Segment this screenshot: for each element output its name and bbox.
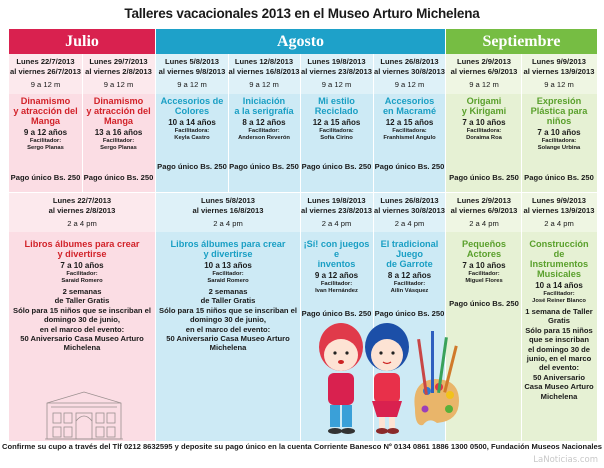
offer-detail: Michelena [540,391,578,401]
price: Pago único Bs. 250 [301,162,372,171]
offer-detail: en el marco del evento: [185,324,271,334]
dates-start: Lunes 9/9/2013 [531,196,587,205]
price: Pago único Bs. 250 [449,299,519,308]
dates-start: Lunes 26/8/2013 [380,196,439,205]
facilitator-label: Facilitadora: [466,128,502,134]
offer-detail: Casa Museo Arturo [524,382,594,392]
workshop-title: y atracción del [13,106,78,116]
workshop-title: de Garrote [386,259,433,269]
age-range: 10 a 14 años [535,281,583,290]
workshop-title: Accesorios [384,96,435,106]
facilitator-label: Facilitador: [393,281,426,287]
offer-detail: 1 semana de Taller [525,307,593,316]
age-range: 7 a 10 años [462,118,506,127]
workshop-card [446,57,522,191]
session-dates [521,196,597,229]
facilitator-label: Facilitador: [543,291,575,297]
workshop-card [373,239,446,318]
workshop-title: Plástica para [530,106,588,116]
facilitator-name: Ivan Hernández [315,288,358,294]
free-offer: de Taller Gratis [200,296,256,306]
workshop-title: El tradicional [380,239,439,249]
workshop-title: de [553,249,565,259]
free-offer: de Taller Gratis [54,296,110,306]
dates-end: al viernes 2/8/2013 [85,67,152,76]
price: Pago único Bs. 250 [83,173,154,182]
dates-start: Lunes 9/9/2013 [531,57,587,66]
offer-detail: domingo 30 de junio, [190,315,266,325]
contact-footer: Confirme su cupo a través del Tlf 0212 8632595 y deposite su pago único en la cuenta Corriente Banesco Nº 0134 0861 1886 1300 0500, Fundación Museos Nacionales [2,442,602,451]
dates-end: al viernes 26/7/2013 [10,67,81,76]
museum-building-illustration [45,389,123,441]
facilitator-label: Facilitador: [320,281,353,287]
hours: 2 a 4 pm [321,219,352,228]
dates-end: al viernes 6/9/2013 [450,67,518,76]
price: Pago único Bs. 250 [449,173,519,182]
offer-detail: Gratis [548,316,570,326]
workshop-card [300,57,373,191]
age-range: 12 a 15 años [312,118,361,127]
workshop-title: y Kirigami [461,106,507,116]
workshop-card [373,57,446,191]
free-offer: 2 semanas [62,287,102,296]
session-dates [9,196,155,229]
workshop-card [156,239,300,353]
price: Pago único Bs. 250 [10,173,81,182]
dates-end: al viernes 6/9/2013 [450,206,518,215]
hours: 9 a 12 m [321,80,352,89]
hours: 2 a 4 pm [213,219,243,228]
hours: 9 a 12 m [177,80,207,89]
facilitator-label: Facilitador: [468,271,500,277]
dates-end: al viernes 30/8/2013 [374,67,445,76]
price: Pago único Bs. 250 [157,162,227,171]
session-dates [373,196,446,229]
workshop-card [9,57,82,191]
dates-end: al viernes 13/9/2013 [523,206,595,215]
hours: 9 a 12 m [469,80,499,89]
workshop-title: Mi estilo [318,96,355,106]
dates-start: Lunes 19/8/2013 [307,196,366,205]
facilitator-name: Saraid Romero [207,278,249,284]
facilitator-name: Sofía Cirino [320,135,353,141]
dates-end: al viernes 16/8/2013 [192,206,264,215]
age-range: 7 a 10 años [462,261,506,270]
facilitator-label: Facilitadora: [319,128,354,134]
workshop-title: en Macramé [382,106,437,116]
workshop-title: Reciclado [314,106,359,116]
workshop-title: niños [546,116,572,126]
offer-detail: Sólo para 15 niños que se inscriban el [159,305,297,315]
workshop-title: ¡Sí! con juegos e [303,239,370,259]
dates-end: al viernes 30/8/2013 [374,206,445,215]
workshop-title: Iniciación [242,96,286,106]
facilitator-label: Facilitador: [29,138,62,144]
month-header-septiembre: Septiembre [446,29,597,54]
facilitator-name: José Reiner Blanco [532,298,586,304]
row-divider [9,192,597,193]
facilitator-name: Doraima Roa [466,135,502,141]
facilitator-name: Miguel Flores [465,278,503,284]
offer-detail: Sólo para 15 niños que se inscriban el [13,305,151,315]
facilitator-name: Franhismel Angulo [383,135,436,141]
workshop-title: Pequeños [462,239,506,249]
offer-detail: junio, en el marco [526,354,592,364]
workshop-title: a la serigrafía [234,106,294,116]
facilitator-name: Anderson Reverón [238,135,290,141]
facilitator-name: Sergo Planas [100,145,137,151]
workshop-title: Manga [103,116,134,126]
age-range: 10 a 14 años [168,118,216,127]
dates-end: al viernes 23/8/2013 [301,206,372,215]
workshop-title: inventos [317,259,356,269]
facilitator-name: Saraid Romero [61,278,103,284]
facilitator-label: Facilitador: [212,271,244,277]
schedule-table [9,29,597,441]
age-range: 13 a 16 años [94,128,143,137]
age-range: 7 a 10 años [537,128,581,137]
hours: 9 a 12 m [103,80,134,89]
workshop-title: Expresión [536,96,582,106]
dates-start: Lunes 5/8/2013 [200,196,256,205]
workshop-title: Dinamismo [20,96,71,106]
facilitator-name: Keyla Castro [174,135,210,141]
age-range: 12 a 15 años [385,118,434,127]
age-range: 8 a 12 años [387,271,432,280]
price: Pago único Bs. 250 [524,173,594,182]
session-dates [300,196,373,229]
price: Pago único Bs. 250 [301,309,372,318]
dates-end: al viernes 2/8/2013 [48,206,116,215]
dates-end: al viernes 16/8/2013 [228,67,300,76]
offer-detail: del evento: [538,363,580,373]
offer-detail: 50 Aniversario [532,372,586,382]
age-range: 9 a 12 años [23,128,68,137]
dates-end: al viernes 23/8/2013 [301,67,372,76]
facilitator-label: Facilitadora: [174,128,210,134]
hours: 2 a 4 pm [469,219,499,228]
price: Pago único Bs. 250 [374,162,445,171]
workshop-title: Manga [30,116,61,126]
dates-start: Lunes 29/7/2013 [89,57,148,66]
workshop-title: Libros álbumes para crear [24,239,140,249]
offer-detail: que se inscriban [529,335,589,345]
month-header-julio: Julio [9,29,155,54]
dates-start: Lunes 5/8/2013 [164,57,220,66]
dates-start: Lunes 12/8/2013 [234,57,294,66]
session-dates [446,196,522,229]
workshop-card [446,239,522,308]
workshop-title: Instrumentos [529,259,589,269]
offer-detail: 50 Aniversario Casa Museo Arturo Michelena [20,334,144,353]
dates-end: al viernes 13/9/2013 [523,67,595,76]
facilitator-label: Facilitadora: [541,138,577,144]
dates-end: al viernes 9/8/2013 [158,67,226,76]
age-range: 10 a 13 años [204,261,252,270]
workshop-title: y divertirse [203,249,253,259]
dates-start: Lunes 26/8/2013 [380,57,439,66]
facilitator-name: Ailin Vásquez [390,288,429,294]
month-header-agosto: Agosto [156,29,445,54]
workshop-title: Actores [466,249,502,259]
age-range: 9 a 12 años [314,271,359,280]
dates-start: Lunes 2/9/2013 [456,196,512,205]
facilitator-label: Facilitador: [248,128,280,134]
facilitator-label: Facilitadora: [392,128,427,134]
hours: 2 a 4 pm [67,219,97,228]
offer-detail: 50 Aniversario Casa Museo Arturo Michelena [166,334,290,353]
workshop-title: Musicales [537,269,581,279]
free-offer: 2 semanas [208,287,248,296]
workshop-card [521,57,597,191]
facilitator-name: Solange Urbina [537,145,581,151]
age-range: 8 a 12 años [242,118,286,127]
hours: 9 a 12 m [30,80,61,89]
workshop-card [82,57,155,191]
workshop-card [521,239,597,401]
watermark: LaNoticias.com [533,455,598,465]
hours: 9 a 12 m [394,80,425,89]
hours: 9 a 12 m [249,80,279,89]
dates-start: Lunes 2/9/2013 [456,57,512,66]
dates-start: Lunes 19/8/2013 [307,57,366,66]
facilitator-label: Facilitador: [102,138,135,144]
workshop-title: Colores [174,106,210,116]
workshop-title: Construcción [529,239,589,249]
price: Pago único Bs. 250 [229,162,299,171]
page-title: Talleres vacacionales 2013 en el Museo Arturo Michelena [124,6,480,21]
workshop-title: Accesorios de [160,96,224,106]
facilitator-name: Sergo Planas [27,145,64,151]
offer-detail: el domingo 30 de [527,344,591,354]
dates-start: Lunes 22/7/2013 [16,57,75,66]
workshop-title: Dinamismo [93,96,144,106]
workshop-card [228,57,300,191]
workshop-card [156,57,228,191]
offer-detail: en el marco del evento: [39,324,125,334]
offer-detail: domingo 30 de junio, [44,315,120,325]
age-range: 7 a 10 años [60,261,104,270]
price: Pago único Bs. 250 [374,309,445,318]
workshop-title: y atracción del [86,106,151,116]
dates-start: Lunes 22/7/2013 [52,196,112,205]
workshop-title: Libros álbumes para crear [170,239,286,249]
session-dates [156,196,300,229]
workshop-title: Juego [395,249,424,259]
workshop-title: Origami [466,96,502,106]
children-illustration [311,317,461,441]
hours: 2 a 4 pm [544,219,574,228]
offer-detail: Sólo para 15 niños [525,325,593,335]
facilitator-label: Facilitador: [66,271,98,277]
hours: 9 a 12 m [544,80,574,89]
workshop-card [300,239,373,318]
hours: 2 a 4 pm [394,219,425,228]
workshop-card [9,239,155,353]
workshop-title: y divertirse [57,249,107,259]
